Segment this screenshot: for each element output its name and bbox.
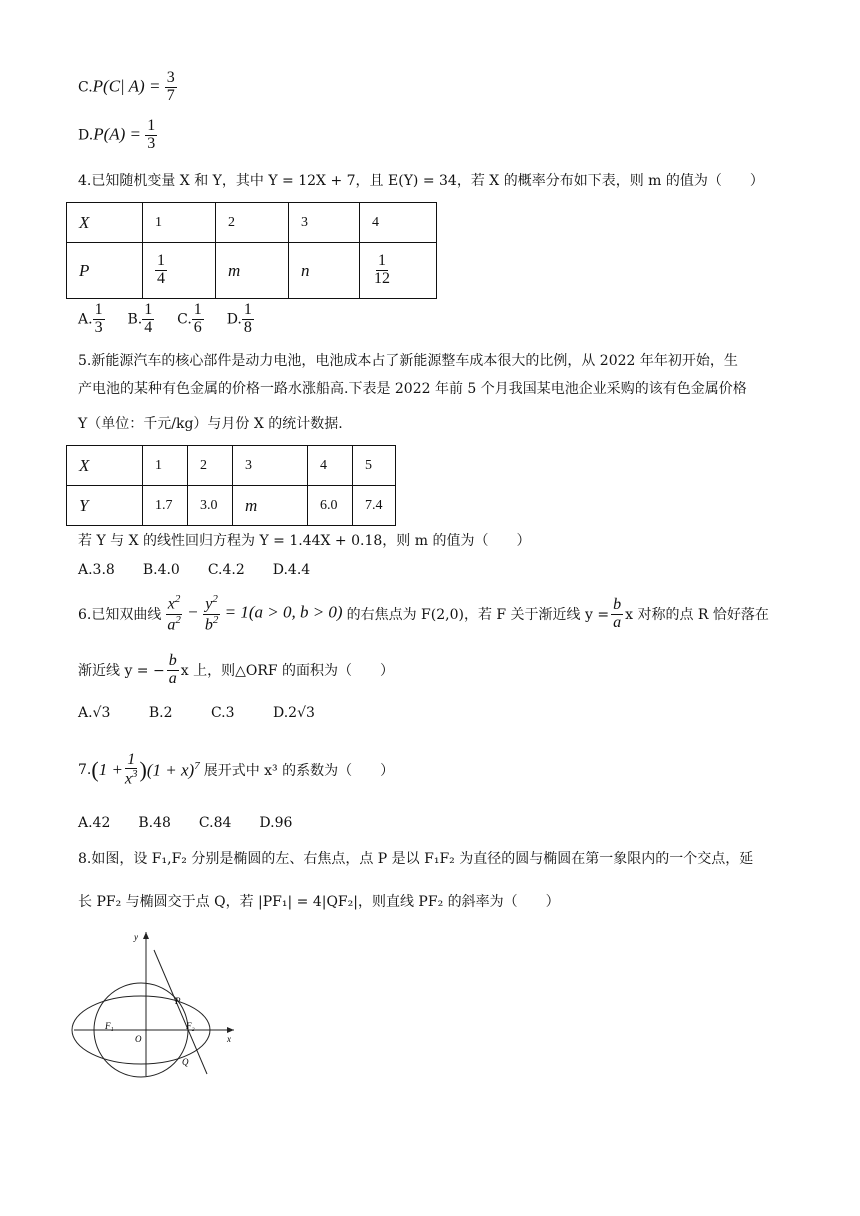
q6-line2: 渐近线 y = − $\frac{b}{a}$ x 上，则△ORF 的面积为（ ） xyxy=(78,651,395,687)
q8-line1: 8.如图，设 F₁,F₂ 分别是椭圆的左、右焦点，点 P 是以 F₁F₂ 为直径的圆与椭圆在第一象限内的一个交点，延 xyxy=(78,851,754,867)
table-cell: 7.4 xyxy=(353,486,396,526)
table-cell: 5 xyxy=(353,446,396,486)
q5-text-line2: 产电池的某种有色金属的价格一路水涨船高.下表是 2022 年前 5 个月我国某电池企业采购的该有色金属价格 xyxy=(78,381,747,397)
table-header-p: P xyxy=(67,243,143,299)
q8-line2: 长 PF₂ 与椭圆交于点 Q，若 |PF₁| = 4|QF₂|，则直线 PF₂ 的斜率为（ ） xyxy=(78,894,560,910)
axis-y-label: y xyxy=(134,932,138,942)
table-cell: $\frac{1}{4}$ xyxy=(143,243,216,299)
table-cell: 1.7 xyxy=(143,486,188,526)
q4-probability-table xyxy=(66,202,437,299)
table-cell: n xyxy=(289,243,360,299)
table-cell: 4 xyxy=(308,446,353,486)
table-cell: 1 xyxy=(143,203,216,243)
q8-ellipse-circle-figure xyxy=(70,928,250,1078)
focus-f1-label: F₁ xyxy=(105,1021,114,1031)
table-cell: 3 xyxy=(233,446,308,486)
q5-text-line1: 5.新能源汽车的核心部件是动力电池，电池成本占了新能源整车成本很大的比例，从 2022 年年初开始，生 xyxy=(78,353,738,369)
table-cell: 3 xyxy=(289,203,360,243)
table-cell: $\frac{1}{12}$ xyxy=(360,243,437,299)
q4-options: A. $\frac{1}{3}$ B. $\frac{1}{4}$ C. $\frac{1}{6}$ D. $\frac{1}{8}$ xyxy=(78,301,252,336)
q3-option-d: D.P(A) = $\frac{1}{3}$ xyxy=(78,117,156,152)
table-cell: 6.0 xyxy=(308,486,353,526)
q6-line1: 6.已知双曲线 $\frac{x^2}{a^2}$ − $\frac{y^2}{b^2}$ = 1(a > 0, b > 0) 的右焦点为 F(2,0)，若 F 关于渐近线 y = $\frac{b}{a}$ x 对称的点 R 恰好落在 xyxy=(78,593,769,633)
q5-data-table xyxy=(66,445,396,526)
q5-text-line3: Y（单位：千元/kg）与月份 X 的统计数据. xyxy=(78,416,343,432)
q4-stem: 4.已知随机变量 X 和 Y，其中 Y = 12X + 7，且 E(Y) = 34，若 X 的概率分布如下表，则 m 的值为（ ） xyxy=(78,173,764,189)
table-header-y: Y xyxy=(67,486,143,526)
q5-after-table: 若 Y 与 X 的线性回归方程为 Y = 1.44X + 0.18，则 m 的值为（ ） xyxy=(78,533,531,549)
table-cell: 4 xyxy=(360,203,437,243)
point-q-label: Q xyxy=(182,1057,189,1067)
q5-options: A.3.8 B.4.0 C.4.2 D.4.4 xyxy=(78,562,311,578)
q7-options: A.42 B.48 C.84 D.96 xyxy=(78,815,293,831)
q3-option-c: C.P(C| A) = $\frac{3}{7}$ xyxy=(78,69,175,104)
table-cell: 3.0 xyxy=(188,486,233,526)
q6-options: A.√3 B.2 C.3 D.2√3 xyxy=(78,705,315,721)
table-header-x: X xyxy=(67,446,143,486)
table-cell: 2 xyxy=(216,203,289,243)
table-cell: m xyxy=(233,486,308,526)
q7-stem: 7. ( 1 + $\frac{1}{x^3}$ ) $(1 + x)^7$ 展开式中 x³ 的系数为（ ） xyxy=(78,750,395,788)
table-cell: 2 xyxy=(188,446,233,486)
table-cell: 1 xyxy=(143,446,188,486)
axis-x-label: x xyxy=(227,1034,231,1044)
origin-label: O xyxy=(135,1034,142,1044)
table-header-x: X xyxy=(67,203,143,243)
table-cell: m xyxy=(216,243,289,299)
focus-f2-label: F₂ xyxy=(186,1021,195,1031)
point-p-label: P xyxy=(175,996,181,1006)
